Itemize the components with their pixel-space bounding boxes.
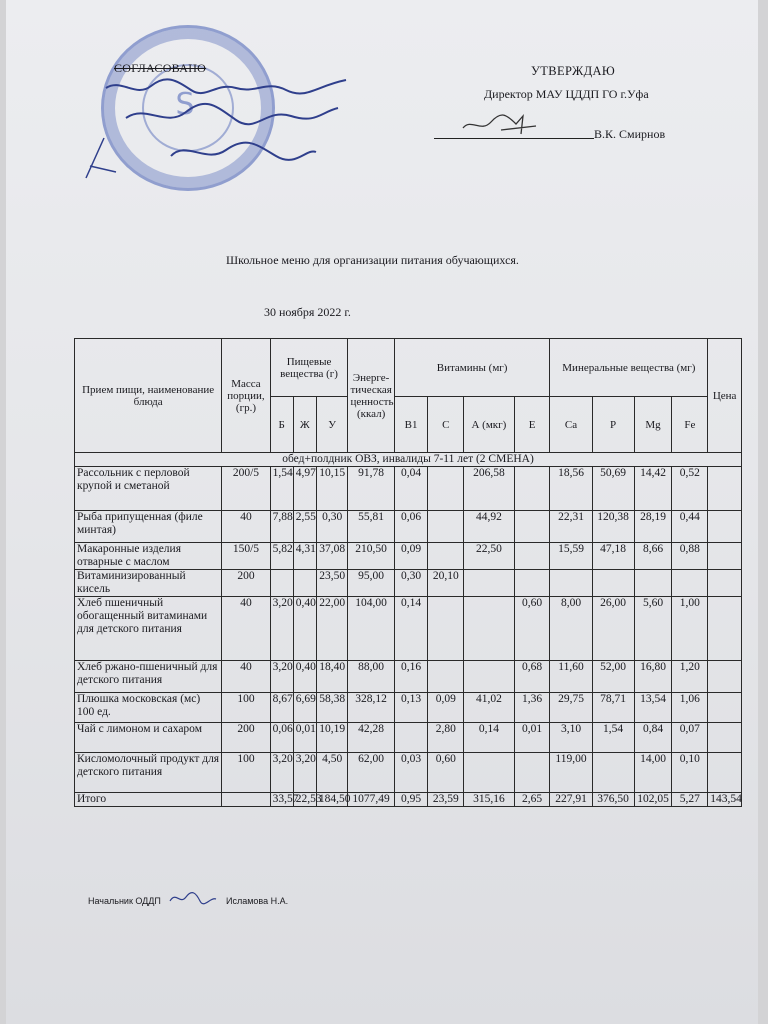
- ca-header: Ca: [550, 397, 592, 453]
- minerals-header: Минеральные вещества (мг): [550, 339, 708, 397]
- handwritten-approval-signature: [76, 68, 376, 198]
- cell-mg: 16,80: [634, 661, 672, 693]
- dish-name: Кисломолочный продукт для детского питания: [75, 753, 222, 793]
- cell-fe: [672, 570, 708, 597]
- cell-u: 0,30: [316, 511, 348, 543]
- total-e: 2,65: [514, 793, 550, 807]
- cell-mass: 100: [222, 693, 270, 723]
- total-b1: 0,95: [394, 793, 428, 807]
- b1-header: B1: [394, 397, 428, 453]
- a-header: А (мкг): [464, 397, 514, 453]
- cell-b1: [394, 723, 428, 753]
- cell-mass: 200: [222, 723, 270, 753]
- cell-b: 8,67: [270, 693, 293, 723]
- price-header: Цена: [708, 339, 742, 453]
- cell-price: [708, 597, 742, 661]
- cell-p: 50,69: [592, 467, 634, 511]
- cell-mg: 8,66: [634, 543, 672, 570]
- cell-fe: 0,44: [672, 511, 708, 543]
- mass-header: Масса порции, (гр.): [222, 339, 270, 453]
- cell-e: 0,01: [514, 723, 550, 753]
- table-row: [75, 467, 742, 511]
- e-header: E: [514, 397, 550, 453]
- cell-price: [708, 467, 742, 511]
- cell-b1: 0,14: [394, 597, 428, 661]
- cell-zh: 0,40: [293, 661, 316, 693]
- cell-mass: 40: [222, 511, 270, 543]
- cell-u: 22,00: [316, 597, 348, 661]
- cell-e: [514, 511, 550, 543]
- cell-price: [708, 511, 742, 543]
- menu-table: [74, 338, 742, 807]
- cell-c: 2,80: [428, 723, 464, 753]
- cell-p: 26,00: [592, 597, 634, 661]
- cell-ca: 22,31: [550, 511, 592, 543]
- cell-mass: 200/5: [222, 467, 270, 511]
- approve-label: УТВЕРЖДАЮ: [531, 64, 616, 78]
- cell-a: [464, 661, 514, 693]
- cell-kcal: 42,28: [348, 723, 394, 753]
- cell-a: 22,50: [464, 543, 514, 570]
- table-row: [75, 723, 742, 753]
- table-row: [75, 570, 742, 597]
- total-kcal: 1077,49: [348, 793, 394, 807]
- table-row: [75, 661, 742, 693]
- dish-name: Хлеб пшеничный обогащенный витаминами для детского питания: [75, 597, 222, 661]
- dish-name: Рыба припущенная (филе минтая): [75, 511, 222, 543]
- cell-p: 78,71: [592, 693, 634, 723]
- dish-name: Витаминизированный кисель: [75, 570, 222, 597]
- cell-p: [592, 753, 634, 793]
- cell-b: [270, 570, 293, 597]
- table-row: [75, 511, 742, 543]
- footer-signature: [168, 889, 218, 907]
- cell-b: 1,54: [270, 467, 293, 511]
- cell-fe: 0,52: [672, 467, 708, 511]
- agreed-label: СОГЛАСОВАНО: [114, 61, 207, 75]
- cell-price: [708, 543, 742, 570]
- cell-u: 4,50: [316, 753, 348, 793]
- cell-u: 58,38: [316, 693, 348, 723]
- c-header: C: [428, 397, 464, 453]
- dish-name: Рассольник с перловой крупой и сметаной: [75, 467, 222, 511]
- cell-c: [428, 543, 464, 570]
- footer-name: Исламова Н.А.: [226, 896, 289, 906]
- cell-kcal: 62,00: [348, 753, 394, 793]
- cell-price: [708, 753, 742, 793]
- cell-ca: 29,75: [550, 693, 592, 723]
- cell-ca: 15,59: [550, 543, 592, 570]
- cell-kcal: 95,00: [348, 570, 394, 597]
- cell-e: 0,60: [514, 597, 550, 661]
- cell-b1: 0,06: [394, 511, 428, 543]
- cell-mass: 100: [222, 753, 270, 793]
- cell-ca: 8,00: [550, 597, 592, 661]
- cell-p: 120,38: [592, 511, 634, 543]
- cell-c: 0,09: [428, 693, 464, 723]
- cell-b1: 0,03: [394, 753, 428, 793]
- total-ca: 227,91: [550, 793, 592, 807]
- table-row: [75, 597, 742, 661]
- cell-b: 3,20: [270, 661, 293, 693]
- fat-header: Ж: [293, 397, 316, 453]
- cell-kcal: 88,00: [348, 661, 394, 693]
- cell-mg: 13,54: [634, 693, 672, 723]
- cell-price: [708, 661, 742, 693]
- total-label: Итого: [75, 793, 222, 807]
- fe-header: Fe: [672, 397, 708, 453]
- meal-header: Прием пищи, наименование блюда: [75, 339, 222, 453]
- total-row: [75, 793, 742, 807]
- cell-fe: 1,20: [672, 661, 708, 693]
- director-signature: [461, 108, 541, 138]
- cell-e: 1,36: [514, 693, 550, 723]
- cell-kcal: 104,00: [348, 597, 394, 661]
- cell-kcal: 210,50: [348, 543, 394, 570]
- cell-zh: 4,97: [293, 467, 316, 511]
- total-b: 33,57: [270, 793, 293, 807]
- cell-b1: 0,09: [394, 543, 428, 570]
- cell-mg: [634, 570, 672, 597]
- cell-a: 206,58: [464, 467, 514, 511]
- cell-e: [514, 570, 550, 597]
- cell-e: 0,68: [514, 661, 550, 693]
- cell-u: 23,50: [316, 570, 348, 597]
- cell-c: 20,10: [428, 570, 464, 597]
- cell-c: [428, 661, 464, 693]
- cell-mg: 14,42: [634, 467, 672, 511]
- cell-b1: 0,04: [394, 467, 428, 511]
- cell-mg: 5,60: [634, 597, 672, 661]
- cell-fe: 1,00: [672, 597, 708, 661]
- cell-mg: 14,00: [634, 753, 672, 793]
- section-label: обед+полдник ОВЗ, инвалиды 7-11 лет (2 СМЕНА): [75, 453, 742, 467]
- dish-name: Чай с лимоном и сахаром: [75, 723, 222, 753]
- cell-u: 10,19: [316, 723, 348, 753]
- cell-price: [708, 723, 742, 753]
- cell-zh: [293, 570, 316, 597]
- cell-mg: 28,19: [634, 511, 672, 543]
- total-zh: 22,53: [293, 793, 316, 807]
- nutrients-header: Пищевые вещества (г): [270, 339, 348, 397]
- cell-u: 10,15: [316, 467, 348, 511]
- cell-kcal: 91,78: [348, 467, 394, 511]
- cell-mg: 0,84: [634, 723, 672, 753]
- dish-name: Плюшка московская (мс) 100 ед.: [75, 693, 222, 723]
- cell-e: [514, 543, 550, 570]
- cell-kcal: 55,81: [348, 511, 394, 543]
- cell-price: [708, 693, 742, 723]
- cell-a: [464, 570, 514, 597]
- cell-a: 0,14: [464, 723, 514, 753]
- dish-name: Хлеб ржано-пшеничный для детского питания: [75, 661, 222, 693]
- stamp-emblem-icon: S: [175, 87, 195, 122]
- cell-e: [514, 467, 550, 511]
- document-title: Школьное меню для организации питания обучающихся.: [226, 253, 519, 267]
- table-row: [75, 543, 742, 570]
- cell-u: 18,40: [316, 661, 348, 693]
- cell-ca: 18,56: [550, 467, 592, 511]
- total-price: 143,54: [708, 793, 742, 807]
- director-title: Директор МАУ ЦДДП ГО г.Уфа: [484, 87, 649, 101]
- cell-kcal: 328,12: [348, 693, 394, 723]
- cell-p: 52,00: [592, 661, 634, 693]
- cell-ca: 11,60: [550, 661, 592, 693]
- document-page: [6, 0, 758, 1024]
- mg-header: Mg: [634, 397, 672, 453]
- cell-fe: 0,07: [672, 723, 708, 753]
- carb-header: У: [316, 397, 348, 453]
- cell-p: [592, 570, 634, 597]
- cell-fe: 0,10: [672, 753, 708, 793]
- table-row: [75, 753, 742, 793]
- total-u: 184,50: [316, 793, 348, 807]
- cell-ca: 3,10: [550, 723, 592, 753]
- cell-e: [514, 753, 550, 793]
- protein-header: Б: [270, 397, 293, 453]
- cell-ca: [550, 570, 592, 597]
- cell-price: [708, 570, 742, 597]
- cell-mass: 40: [222, 597, 270, 661]
- dish-name: Макаронные изделия отварные с маслом: [75, 543, 222, 570]
- p-header: P: [592, 397, 634, 453]
- document-date: 30 ноября 2022 г.: [264, 305, 351, 319]
- total-mass: [222, 793, 270, 807]
- cell-p: 1,54: [592, 723, 634, 753]
- cell-b1: 0,30: [394, 570, 428, 597]
- vitamins-header: Витамины (мг): [394, 339, 550, 397]
- cell-mass: 40: [222, 661, 270, 693]
- energy-header: Энерге-тическая ценность (ккал): [348, 339, 394, 453]
- footer-position: Начальник ОДДП: [88, 896, 161, 906]
- cell-c: [428, 467, 464, 511]
- cell-a: 44,92: [464, 511, 514, 543]
- total-fe: 5,27: [672, 793, 708, 807]
- total-c: 23,59: [428, 793, 464, 807]
- cell-zh: 2,55: [293, 511, 316, 543]
- cell-c: [428, 511, 464, 543]
- cell-b: 3,20: [270, 597, 293, 661]
- cell-b1: 0,16: [394, 661, 428, 693]
- cell-b: 0,06: [270, 723, 293, 753]
- cell-fe: 0,88: [672, 543, 708, 570]
- director-name: В.К. Смирнов: [594, 127, 666, 141]
- cell-mass: 200: [222, 570, 270, 597]
- cell-zh: 0,01: [293, 723, 316, 753]
- cell-zh: 0,40: [293, 597, 316, 661]
- cell-a: [464, 597, 514, 661]
- cell-a: [464, 753, 514, 793]
- cell-c: [428, 597, 464, 661]
- cell-b: 5,82: [270, 543, 293, 570]
- cell-p: 47,18: [592, 543, 634, 570]
- total-a: 315,16: [464, 793, 514, 807]
- cell-zh: 4,31: [293, 543, 316, 570]
- cell-b: 3,20: [270, 753, 293, 793]
- cell-c: 0,60: [428, 753, 464, 793]
- cell-b1: 0,13: [394, 693, 428, 723]
- total-p: 376,50: [592, 793, 634, 807]
- cell-u: 37,08: [316, 543, 348, 570]
- cell-fe: 1,06: [672, 693, 708, 723]
- total-mg: 102,05: [634, 793, 672, 807]
- cell-zh: 3,20: [293, 753, 316, 793]
- cell-ca: 119,00: [550, 753, 592, 793]
- cell-zh: 6,69: [293, 693, 316, 723]
- cell-mass: 150/5: [222, 543, 270, 570]
- cell-a: 41,02: [464, 693, 514, 723]
- table-row: [75, 693, 742, 723]
- signature-line: [434, 138, 594, 139]
- cell-b: 7,88: [270, 511, 293, 543]
